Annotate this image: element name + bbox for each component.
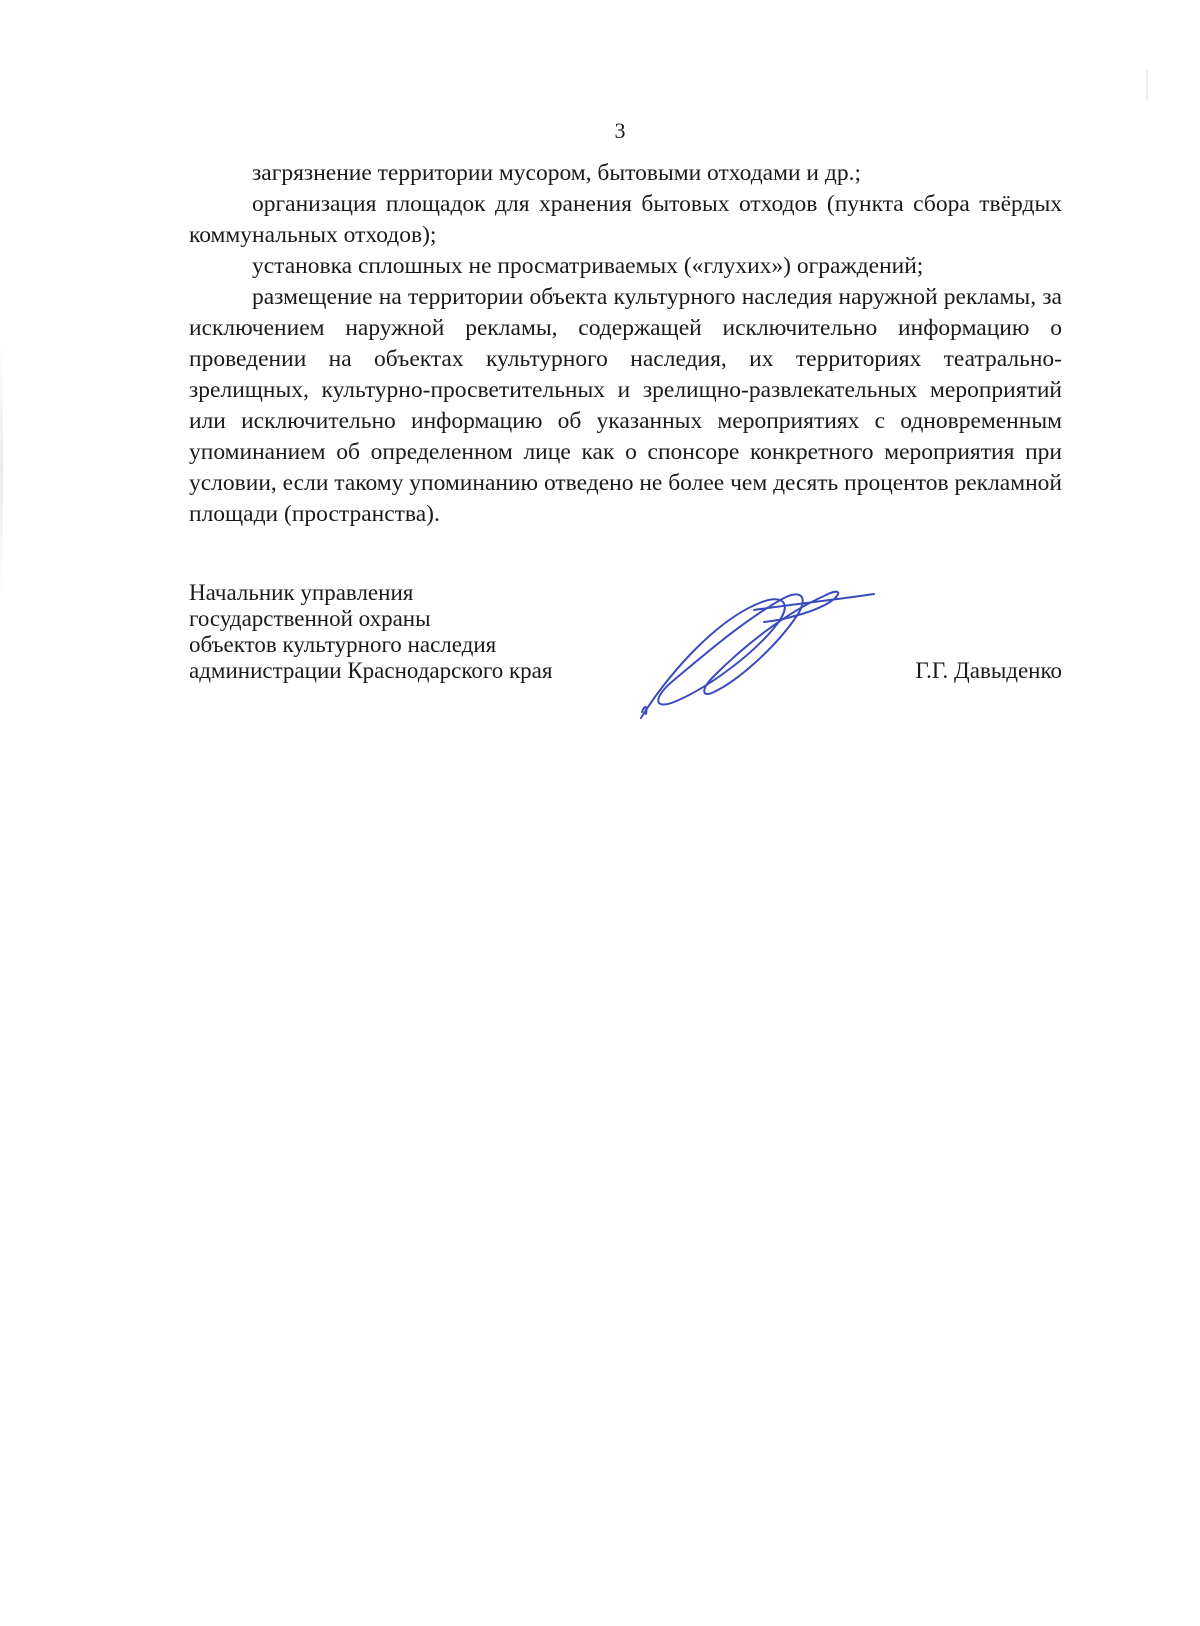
paragraph: установка сплошных не просматриваемых («глухих») ограждений; <box>252 253 924 279</box>
paragraph: организация площадок для хранения бытовых отходов (пункта сбора твёрдых коммунальных отходов); <box>189 191 1062 248</box>
body-text <box>189 158 1062 530</box>
signatory-title-line: Начальник управления <box>189 580 414 605</box>
signatory-title <box>189 580 552 684</box>
signatory-title-line: объектов культурного наследия <box>189 632 497 657</box>
page-number: 3 <box>614 118 626 143</box>
paragraph: загрязнение территории мусором, бытовыми отходами и др.; <box>252 160 861 186</box>
signatory-title-line: государственной охраны <box>189 606 431 631</box>
handwritten-signature <box>634 580 884 730</box>
scan-mark <box>1146 70 1148 100</box>
signatory-title-line: администрации Краснодарского края <box>189 658 553 683</box>
paragraph: размещение на территории объекта культурного наследия наружной рекламы, за исключением наружной рекламы, содержащей исключительно информацию о проведении на объектах культурного наследия, их территориях театрально-зрелищных, культурно-просветительных и зрелищно-развлекательных мероприятий или исключительно информацию об указанных мероприятиях с одновременным упоминанием об определенном лице как о спонсоре конкретного мероприятия при условии, если такому упоминанию отведено не более чем десять процентов рекламной площади (пространства). <box>189 284 1063 527</box>
signature-block <box>189 580 1062 740</box>
signatory-name: Г.Г. Давыденко <box>915 658 1062 683</box>
scan-edge-shadow <box>0 340 3 600</box>
